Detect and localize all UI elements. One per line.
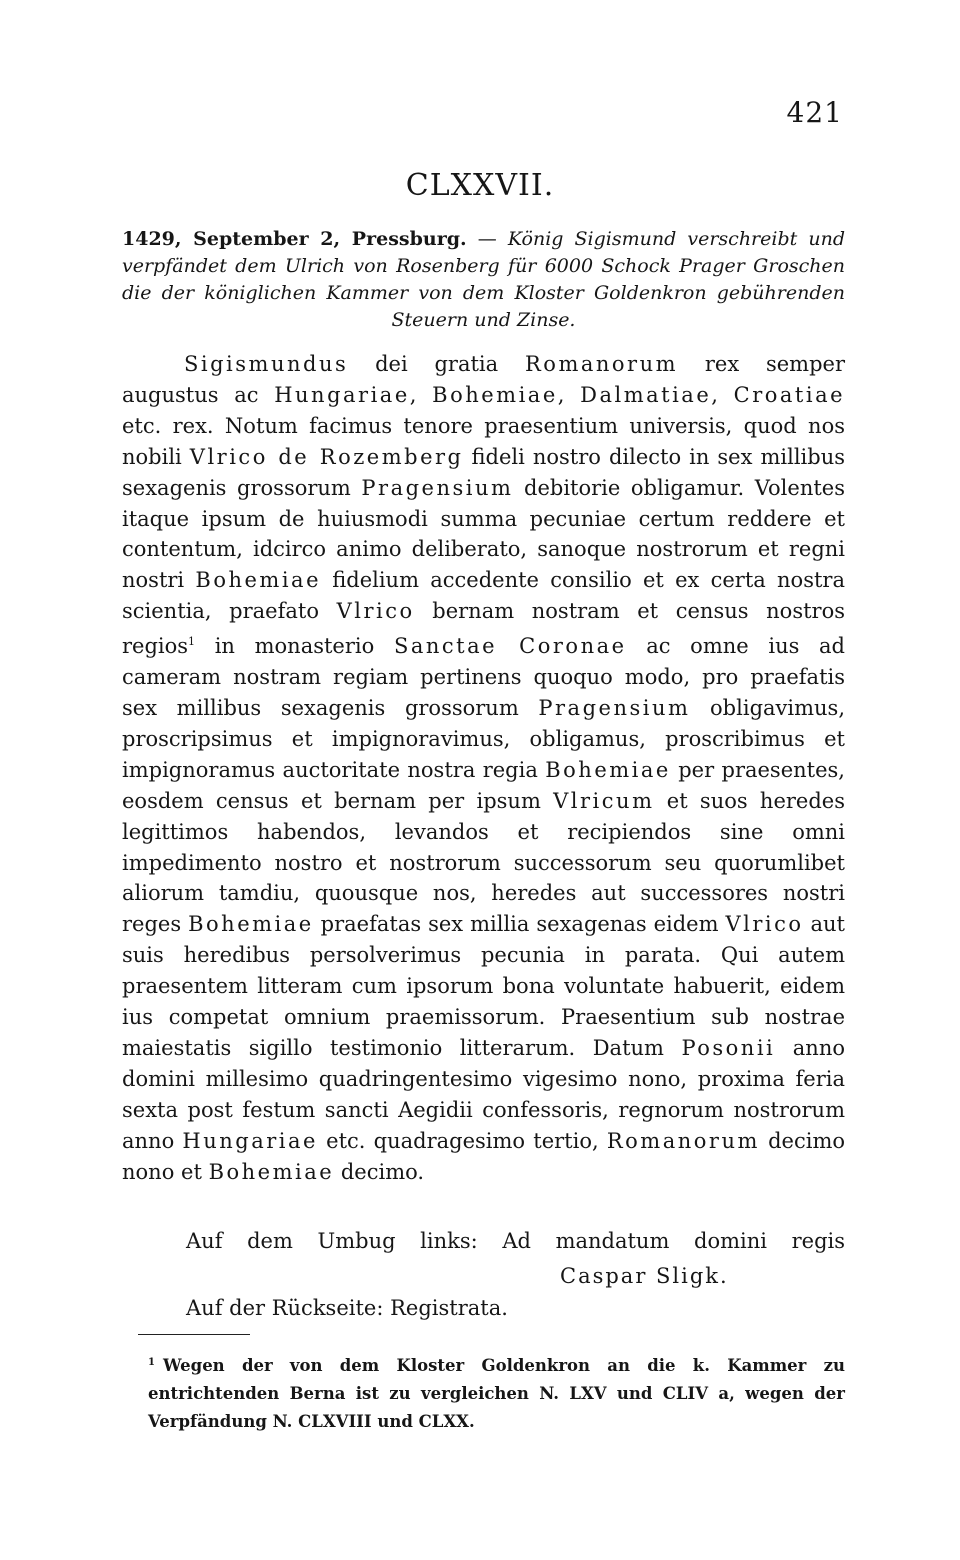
regest [122, 226, 845, 334]
name-romanorum: Romanorum [524, 352, 679, 376]
name-sigismundus: Sigismundus [184, 352, 349, 376]
name-hungariae: Hungariae [182, 1128, 318, 1153]
name-bohemiae: Bohemiae [432, 382, 558, 407]
footnote-ref: 1 [188, 635, 196, 649]
body-text-segment: etc. quadragesimo tertio, [317, 1128, 607, 1153]
body-text-segment: rex semper augustus ac [122, 352, 846, 407]
body-text-segment: debitorie obligamur. Volentes itaque ipsum de huiusmodi summa pecuniae certum reddere et contentum, idcirco animo deliberato, sanoque nostrorum et regni nostri [122, 475, 845, 593]
body-text-segment: obligavimus, proscripsimus et impignoravimus, obligamus, proscribimus et impignoramus auctoritate nostra regia [122, 695, 845, 782]
footnote-text: Wegen der von dem Kloster Goldenkron an die k. Kammer zu entrichtenden Berna ist zu vergleichen N. LXV und CLIV a, wegen der Verpfändung N. CLXVIII und CLXX. [148, 1356, 845, 1431]
name-dalmatiae: Dalmatiae [580, 382, 712, 407]
document-body [122, 349, 845, 1187]
endorsement-signer: Caspar Sligk. [560, 1264, 729, 1288]
body-text-segment: ac omne ius ad cameram nostram regiam pertinens quoquo modo, pro praefatis sex millibus sexagenis grossorum [122, 634, 845, 720]
body-text-segment: , [557, 382, 581, 407]
regest-date: 1429, September 2, Pressburg. [122, 228, 467, 250]
regest-summary: König Sigismund verschreibt und verpfändet dem Ulrich von Rosenberg für 6000 Schock Prager Groschen die der königlichen Kammer von dem Kloster Goldenkron gebührenden Steuern und Zinse. [122, 228, 845, 331]
name-bohemiae: Bohemiae [188, 912, 314, 937]
regest-dash: — [466, 228, 508, 250]
name-croatiae: Croatiae [733, 382, 846, 407]
body-text-segment: decimo nono et [122, 1128, 845, 1184]
body-text-segment: bernam nostram et census nostros regios [122, 599, 845, 659]
name-bohemiae: Bohemiae [195, 568, 321, 593]
body-text-segment: praefatas sex millia sexagenas eidem [313, 912, 726, 937]
body-text-segment: aut suis heredibus persolverimus pecunia in parata. Qui autem praesentem litteram cum ipsorum bona voluntate habuerit, eidem ius competat omnium praemissorum. Praesentium sub nostrae maiestatis sigillo testimonio litterarum. Datum [122, 912, 845, 1060]
footnote-marker: 1 [148, 1357, 155, 1368]
name-bohemiae: Bohemiae [545, 757, 671, 782]
name-hungariae: Hungariae [274, 382, 410, 407]
name-pragensium: Pragensium [538, 695, 691, 720]
endorsement-umbug: Auf dem Umbug links: Ad mandatum domini regis [186, 1229, 845, 1253]
name-sanctae-coronae: Sanctae Coronae [393, 634, 627, 659]
name-pragensium: Pragensium [361, 475, 514, 500]
endorsement-rueckseite: Auf der Rückseite: Registrata. [186, 1296, 508, 1320]
name-romanorum: Romanorum [606, 1128, 760, 1153]
name-vlrico: Vlrico [336, 599, 415, 624]
name-bohemiae: Bohemiae [208, 1159, 335, 1184]
footnote [148, 1349, 845, 1436]
body-text-segment: per praesentes, eosdem census et bernam per ipsum [122, 757, 845, 813]
page-number: 421 [786, 96, 843, 129]
body-text-segment: , [409, 382, 433, 407]
body-text-segment: in monasterio [195, 634, 394, 659]
document-number: CLXXVII. [405, 168, 555, 203]
footnote-divider [138, 1334, 250, 1335]
body-text-segment: dei gratia [348, 352, 525, 376]
name-vlricum: Vlricum [553, 788, 655, 813]
body-text-segment: etc. rex. Notum facimus tenore praesentium universis, quod nos nobili [122, 413, 845, 469]
name-vlrico-de-rozemberg: Vlrico de Rozemberg [189, 444, 464, 469]
name-posonii: Posonii [681, 1035, 776, 1060]
body-text-segment: decimo. [334, 1159, 425, 1184]
body-text-segment: fideli nostro dilecto in sex millibus sexagenis grossorum [122, 444, 845, 500]
name-vlrico: Vlrico [725, 912, 804, 937]
body-text-segment: anno domini millesimo quadringentesimo vigesimo nono, proxima feria sexta post festum sancti Aegidii confessoris, regnorum nostrorum anno [122, 1035, 845, 1153]
body-text-segment: , [711, 382, 734, 407]
body-text-segment: fidelium accedente consilio et ex certa nostra scientia, praefato [122, 568, 845, 624]
body-text-segment: et suos heredes legittimos habendos, levandos et recipiendos sine omni impedimento nostro et nostrorum successorum seu quorumlibet aliorum tamdiu, quousque nos, heredes aut successores nostri reges [122, 788, 845, 937]
